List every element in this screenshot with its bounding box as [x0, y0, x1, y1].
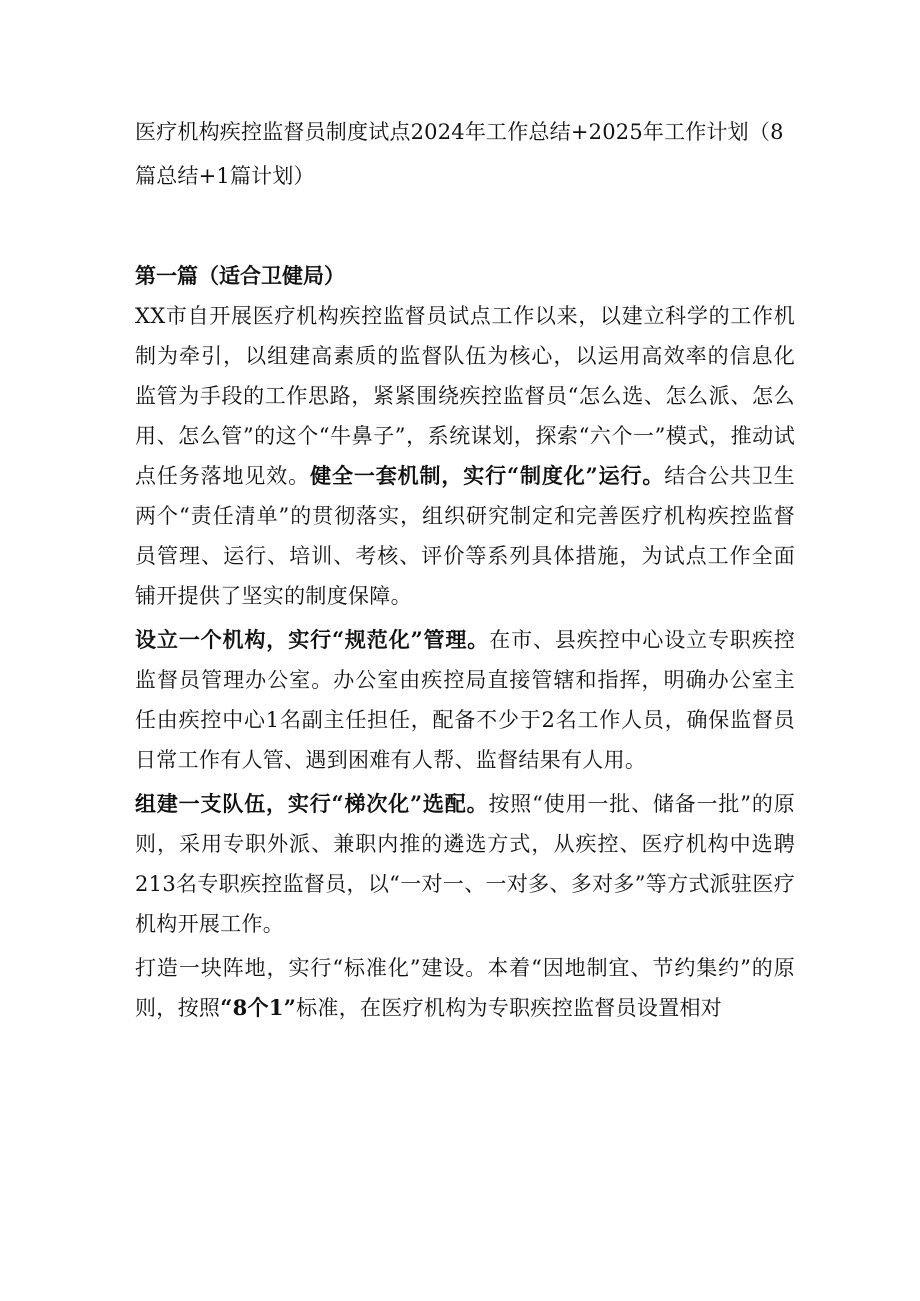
paragraph-bold-phrase: “8个1” — [220, 995, 297, 1020]
paragraph-text: 标准，在医疗机构为专职疾控监督员设置相对 — [296, 996, 723, 1020]
paragraph-3 — [135, 784, 795, 944]
paragraph-1 — [135, 296, 795, 616]
section-heading: 第一篇（适合卫健局） — [135, 263, 345, 288]
paragraph-text: 在市、县疾控中心设立专职疾控监督员管理办公室。办公室由疾控局直接管辖和指挥，明确办公室主任由疾控中心1名副主任担任，配备不少于2名工作人员，确保监督员日常工作有人管、遇到困难有人帮、监督结果有人用。 — [135, 628, 795, 772]
paragraph-bold-phrase: 健全一套机制，实行“制度化”运行。 — [310, 463, 665, 488]
paragraph-text: 打造一块阵地，实行“标准化”建设。本着“因地制宜、节约集约”的原则，按照 — [135, 956, 795, 1020]
paragraph-4 — [135, 948, 795, 1028]
paragraph-lead: 组建一支队伍，实行“梯次化”选配。 — [135, 791, 489, 816]
paragraph-text: 结合公共卫生两个“责任清单”的贯彻落实，组织研究制定和完善医疗机构疾控监督员管理、运行、培训、考核、评价等系列具体措施，为试点工作全面铺开提供了坚实的制度保障。 — [135, 464, 795, 608]
paragraph-2 — [135, 620, 795, 780]
paragraph-lead: 设立一个机构，实行“规范化”管理。 — [135, 627, 490, 652]
paragraph-text: 按照“使用一批、储备一批”的原则，采用专职外派、兼职内推的遴选方式，从疾控、医疗机构中选聘213名专职疾控监督员，以“一对一、一对多、多对多”等方式派驻医疗机构开展工作。 — [135, 792, 795, 936]
paragraph-text: XX市自开展医疗机构疾控监督员试点工作以来，以建立科学的工作机制为牵引，以组建高素质的监督队伍为核心，以运用高效率的信息化监管为手段的工作思路，紧紧围绕疾控监督员“怎么选、怎么派、怎么用、怎么管”的这个“牛鼻子”，系统谋划，探索“六个一”模式，推动试点任务落地见效。 — [135, 304, 795, 488]
document-title: 医疗机构疾控监督员制度试点2024年工作总结+2025年工作计划（8篇总结+1篇计划） — [135, 120, 784, 188]
document-page — [135, 110, 795, 1032]
